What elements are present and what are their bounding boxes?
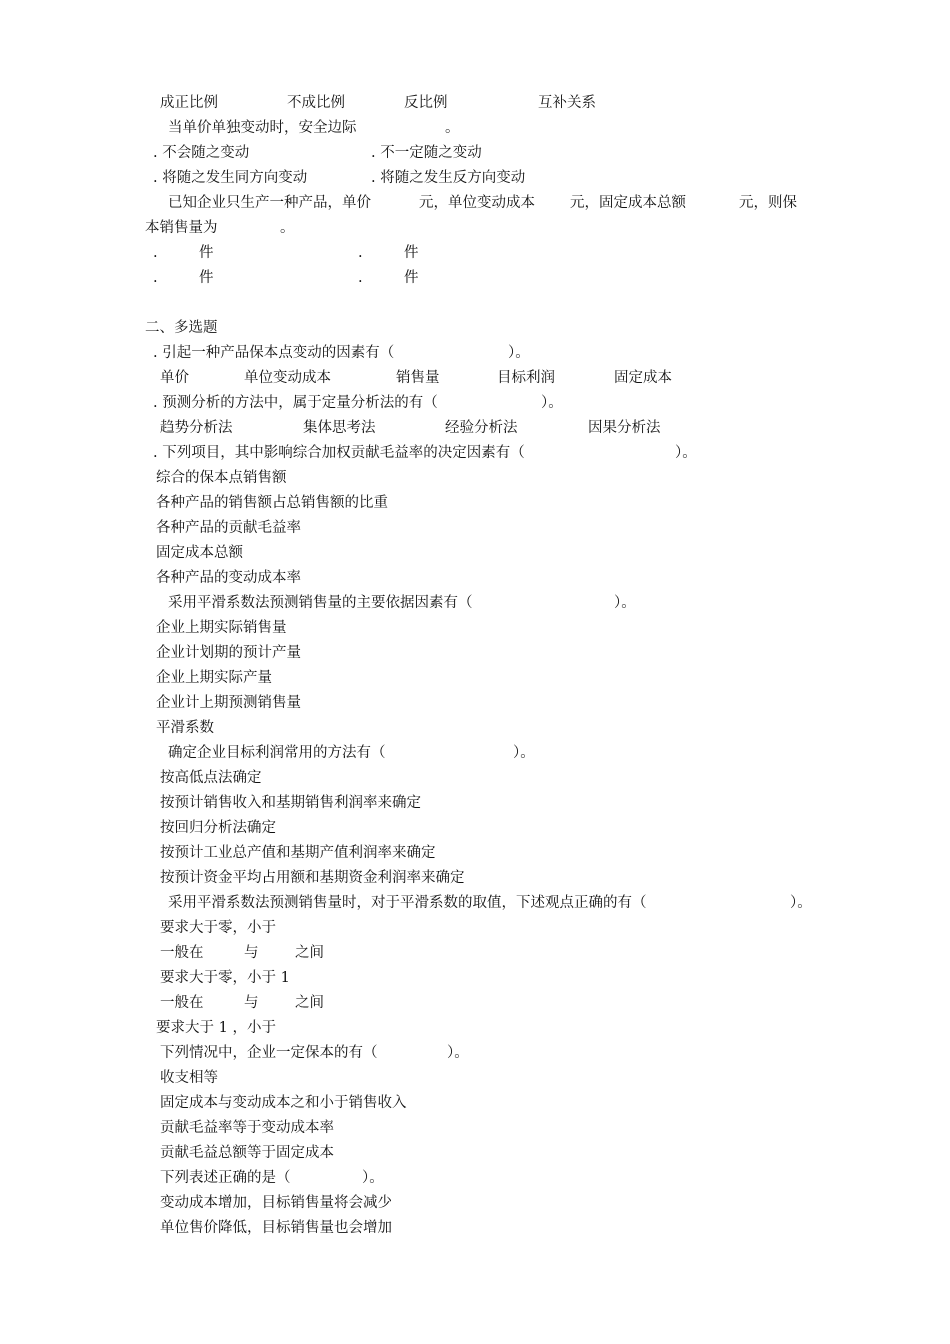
text-span: 本销售量为 bbox=[145, 220, 218, 236]
text-span: 不成比例 bbox=[287, 95, 345, 111]
text-span: 件 bbox=[404, 270, 419, 286]
text-span: 经验分析法 bbox=[445, 420, 518, 436]
text-span: ）。 bbox=[508, 345, 530, 361]
text-span: 集体思考法 bbox=[303, 420, 376, 436]
text-line bbox=[0, 791, 950, 816]
text-line bbox=[0, 741, 950, 766]
text-line bbox=[0, 241, 950, 266]
text-span: 成正比例 bbox=[160, 95, 218, 111]
text-span: 下列表述正确的是（ bbox=[160, 1170, 291, 1186]
text-span: 综合的保本点销售额 bbox=[156, 470, 287, 486]
text-span: 固定成本与变动成本之和小于销售收入 bbox=[160, 1095, 407, 1111]
text-span: . bbox=[153, 270, 158, 286]
text-span: ）。 bbox=[541, 395, 563, 411]
text-span: 固定成本总额 bbox=[156, 545, 243, 561]
text-line bbox=[0, 341, 950, 366]
text-line bbox=[0, 641, 950, 666]
text-span: . bbox=[153, 245, 158, 261]
text-span: 件 bbox=[404, 245, 419, 261]
text-line bbox=[0, 1116, 950, 1141]
text-line bbox=[0, 441, 950, 466]
text-span: 采用平滑系数法预测销售量的主要依据因素有（ bbox=[168, 595, 473, 611]
text-span: 按预计资金平均占用额和基期资金利润率来确定 bbox=[160, 870, 465, 886]
text-line bbox=[0, 941, 950, 966]
text-span: 趋势分析法 bbox=[160, 420, 233, 436]
text-span: 企业上期实际产量 bbox=[156, 670, 272, 686]
text-span: 反比例 bbox=[404, 95, 448, 111]
text-line bbox=[0, 216, 950, 241]
text-span: 各种产品的销售额占总销售额的比重 bbox=[156, 495, 388, 511]
text-span: ）。 bbox=[513, 745, 535, 761]
text-span: . 下列项目，其中影响综合加权贡献毛益率的决定因素有（ bbox=[153, 445, 525, 461]
text-span: 与 bbox=[244, 995, 259, 1011]
text-span: 已知企业只生产一种产品，单价 bbox=[168, 195, 371, 211]
text-line bbox=[0, 166, 950, 191]
text-span: 一般在 bbox=[160, 995, 204, 1011]
text-line bbox=[0, 366, 950, 391]
text-span: 之间 bbox=[295, 945, 324, 961]
text-span: . 不一定随之变动 bbox=[371, 145, 482, 161]
text-line bbox=[0, 591, 950, 616]
text-span: 元，则保 bbox=[739, 195, 797, 211]
text-span: . 将随之发生同方向变动 bbox=[153, 170, 308, 186]
text-line bbox=[0, 1066, 950, 1091]
text-line bbox=[0, 141, 950, 166]
text-line bbox=[0, 716, 950, 741]
text-span: 企业计划期的预计产量 bbox=[156, 645, 301, 661]
text-span: 元，固定成本总额 bbox=[570, 195, 686, 211]
text-line bbox=[0, 1041, 950, 1066]
text-span: 企业计上期预测销售量 bbox=[156, 695, 301, 711]
text-span: 采用平滑系数法预测销售量时，对于平滑系数的取值，下述观点正确的有（ bbox=[168, 895, 647, 911]
text-span: 。 bbox=[445, 120, 460, 136]
text-line bbox=[0, 666, 950, 691]
text-line bbox=[0, 1191, 950, 1216]
text-line bbox=[0, 691, 950, 716]
text-span: . 不会随之变动 bbox=[153, 145, 250, 161]
text-span: 按回归分析法确定 bbox=[160, 820, 276, 836]
text-line bbox=[0, 916, 950, 941]
text-span: ）。 bbox=[614, 595, 636, 611]
text-span: 互补关系 bbox=[538, 95, 596, 111]
text-span: ）。 bbox=[447, 1045, 469, 1061]
text-span: 与 bbox=[244, 945, 259, 961]
text-span: 贡献毛益率等于变动成本率 bbox=[160, 1120, 334, 1136]
text-line bbox=[0, 191, 950, 216]
text-line bbox=[0, 1216, 950, 1241]
text-span: 。 bbox=[280, 220, 295, 236]
text-line bbox=[0, 966, 950, 991]
text-line bbox=[0, 1141, 950, 1166]
text-span: ）。 bbox=[675, 445, 697, 461]
text-span: . bbox=[358, 245, 363, 261]
text-span: . 将随之发生反方向变动 bbox=[371, 170, 526, 186]
text-span: 企业上期实际销售量 bbox=[156, 620, 287, 636]
text-line bbox=[0, 816, 950, 841]
text-span: 各种产品的变动成本率 bbox=[156, 570, 301, 586]
text-span: 单价 bbox=[160, 370, 189, 386]
text-span: 一般在 bbox=[160, 945, 204, 961]
text-span: 按预计销售收入和基期销售利润率来确定 bbox=[160, 795, 421, 811]
text-span: 当单价单独变动时，安全边际 bbox=[168, 120, 357, 136]
text-line bbox=[0, 891, 950, 916]
text-line bbox=[0, 566, 950, 591]
text-span: 下列情况中，企业一定保本的有（ bbox=[160, 1045, 378, 1061]
text-span: 件 bbox=[199, 270, 214, 286]
text-line bbox=[0, 616, 950, 641]
text-span: 元，单位变动成本 bbox=[419, 195, 535, 211]
text-span: 二、多选题 bbox=[145, 320, 218, 336]
text-span: 要求大于零，小于 bbox=[160, 920, 276, 936]
text-line bbox=[0, 866, 950, 891]
text-line bbox=[0, 1016, 950, 1041]
text-span: 之间 bbox=[295, 995, 324, 1011]
text-span: 按预计工业总产值和基期产值利润率来确定 bbox=[160, 845, 436, 861]
text-line bbox=[0, 1091, 950, 1116]
text-line bbox=[0, 1166, 950, 1191]
text-span: 件 bbox=[199, 245, 214, 261]
text-line bbox=[0, 116, 950, 141]
text-span: 销售量 bbox=[396, 370, 440, 386]
text-line bbox=[0, 466, 950, 491]
text-line bbox=[0, 991, 950, 1016]
text-line bbox=[0, 766, 950, 791]
text-span: 固定成本 bbox=[614, 370, 672, 386]
text-span: 目标利润 bbox=[497, 370, 555, 386]
text-span: 贡献毛益总额等于固定成本 bbox=[160, 1145, 334, 1161]
text-span: 各种产品的贡献毛益率 bbox=[156, 520, 301, 536]
text-span: 收支相等 bbox=[160, 1070, 218, 1086]
text-line bbox=[0, 316, 950, 341]
text-span: 按高低点法确定 bbox=[160, 770, 262, 786]
text-line bbox=[0, 541, 950, 566]
text-span: . 预测分析的方法中，属于定量分析法的有（ bbox=[153, 395, 438, 411]
text-span: 单位变动成本 bbox=[244, 370, 331, 386]
text-span: 平滑系数 bbox=[156, 720, 214, 736]
text-span: 单位售价降低，目标销售量也会增加 bbox=[160, 1220, 392, 1236]
text-line bbox=[0, 841, 950, 866]
text-span: 确定企业目标利润常用的方法有（ bbox=[168, 745, 386, 761]
text-line bbox=[0, 491, 950, 516]
text-span: . 引起一种产品保本点变动的因素有（ bbox=[153, 345, 395, 361]
text-line bbox=[0, 91, 950, 116]
text-line bbox=[0, 266, 950, 291]
text-span: ）。 bbox=[362, 1170, 384, 1186]
text-span: 变动成本增加，目标销售量将会减少 bbox=[160, 1195, 392, 1211]
text-line bbox=[0, 391, 950, 416]
text-span: . bbox=[358, 270, 363, 286]
text-line bbox=[0, 416, 950, 441]
text-span: 因果分析法 bbox=[588, 420, 661, 436]
text-span: 要求大于 1 ，小于 bbox=[156, 1020, 276, 1036]
text-line bbox=[0, 516, 950, 541]
text-span: ）。 bbox=[790, 895, 812, 911]
text-span: 要求大于零，小于 1 bbox=[160, 970, 290, 986]
